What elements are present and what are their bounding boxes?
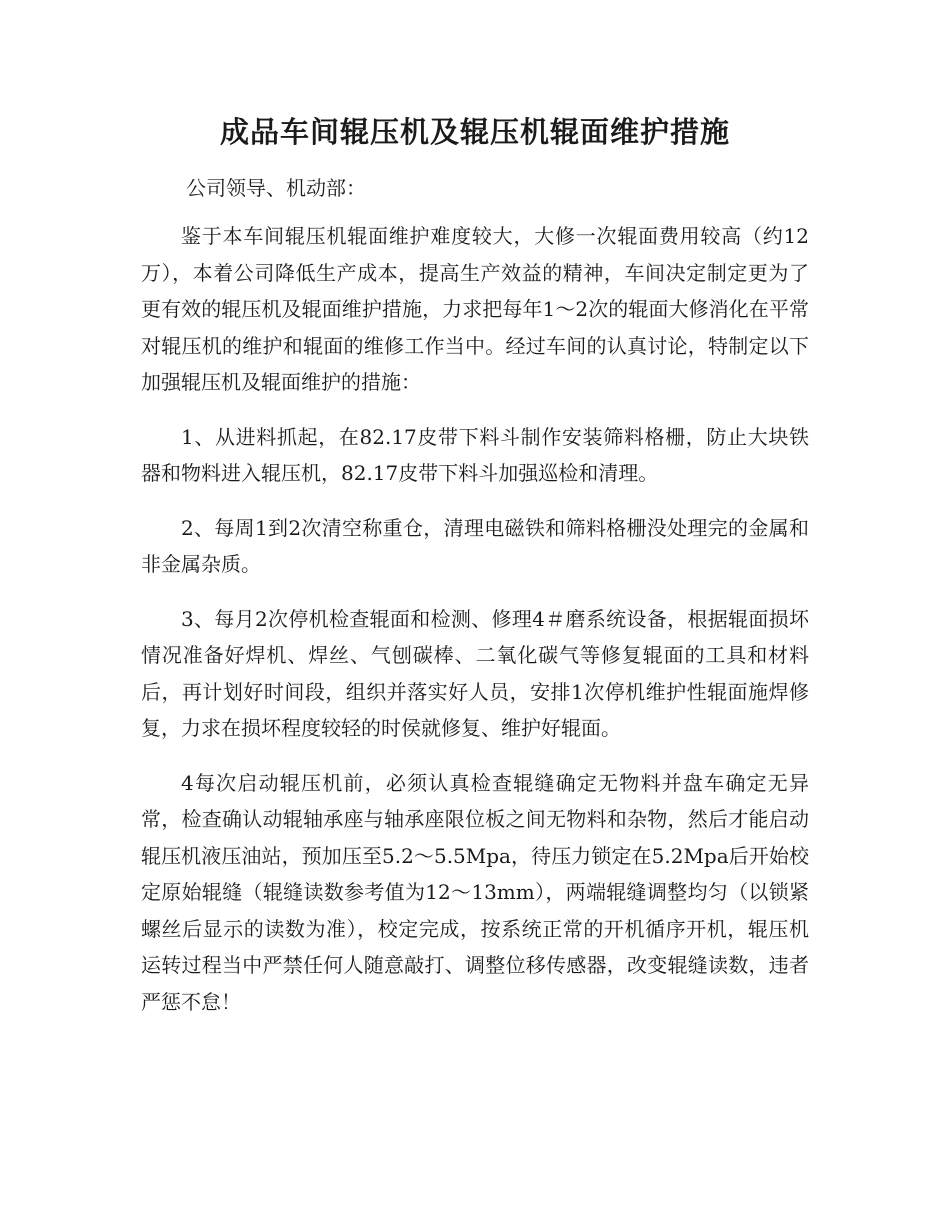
paragraph-measure-4: 4每次启动辊压机前，必须认真检查辊缝确定无物料并盘车确定无异常，检查确认动辊轴承座与轴承座限位板之间无物料和杂物，然后才能启动辊压机液压油站，预加压至5.2～5.5Mpa，待压力锁定在5.2Mpa后开始校定原始辊缝（辊缝读数参考值为12～13mm），两端辊缝调整均匀（以锁紧螺丝后显示的读数为准），校定完成，按系统正常的开机循序开机，辊压机运转过程当中严禁任何人随意敲打、调整位移传感器，改变辊缝读数，违者严惩不怠！ <box>141 770 809 1014</box>
document-title: 成品车间辊压机及辊压机辊面维护措施 <box>219 115 730 149</box>
paragraph-measure-1: 1、从进料抓起，在82.17皮带下料斗制作安装筛料格栅，防止大块铁器和物料进入辊压机，82.17皮带下料斗加强巡检和清理。 <box>141 424 809 485</box>
paragraph-measure-3: 3、每月2次停机检查辊面和检测、修理4＃磨系统设备，根据辊面损坏情况准备好焊机、焊丝、气刨碳棒、二氧化碳气等修复辊面的工具和材料后，再计划好时间段，组织并落实好人员，安排1次停机维护性辊面施焊修复，力求在损坏程度较轻的时侯就修复、维护好辊面。 <box>141 606 809 740</box>
document-body <box>141 218 809 1038</box>
paragraph-measure-2: 2、每周1到2次清空称重仓，清理电磁铁和筛料格栅没处理完的金属和非金属杂质。 <box>141 515 809 576</box>
paragraph-intro: 鉴于本车间辊压机辊面维护难度较大，大修一次辊面费用较高（约12万），本着公司降低生产成本，提高生产效益的精神，车间决定制定更为了更有效的辊压机及辊面维护措施，力求把每年1～2次的辊面大修消化在平常对辊压机的维护和辊面的维修工作当中。经过车间的认真讨论，特制定以下加强辊压机及辊面维护的措施： <box>141 224 809 394</box>
salutation: 公司领导、机动部： <box>186 176 366 200</box>
